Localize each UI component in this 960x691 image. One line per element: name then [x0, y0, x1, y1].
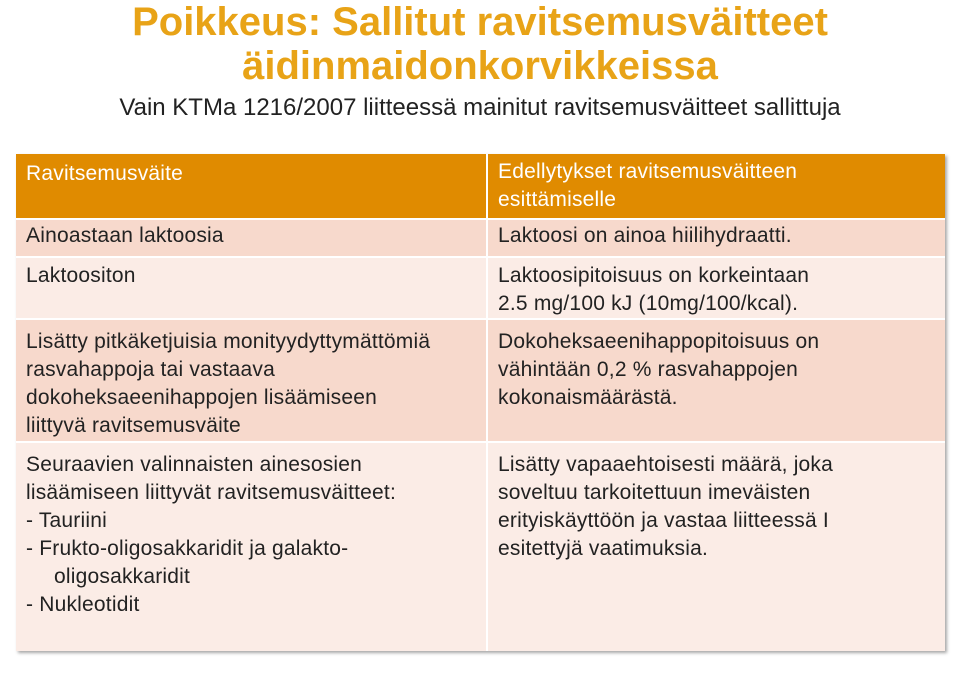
cell-text: dokoheksaeenihappojen lisäämiseen — [26, 386, 378, 409]
page-subtitle: Vain KTMa 1216/2007 liitteessä mainitut ravitsemusväitteet sallittuja — [119, 94, 841, 121]
cell-text: liittyvä ravitsemusväite — [26, 414, 241, 437]
table-row — [16, 442, 945, 651]
cell-text: esitettyjä vaatimuksia. — [498, 537, 709, 560]
header-claim — [16, 154, 487, 219]
title-block — [0, 0, 960, 122]
cell-claim — [16, 219, 487, 257]
list-item-tauriini: - Tauriini — [26, 509, 107, 532]
table-row — [16, 219, 945, 257]
cell-text: soveltuu tarkoitettuun imeväisten — [498, 481, 811, 504]
cell-condition — [487, 319, 945, 442]
table-row — [16, 257, 945, 319]
list-item-nukleotidit: - Nukleotidit — [26, 593, 140, 616]
header-conditions — [487, 154, 945, 219]
cell-text: Dokoheksaeenihappopitoisuus on — [498, 330, 820, 353]
claims-table — [16, 154, 945, 651]
page-title-line-2: äidinmaidonkorvikkeissa — [242, 44, 718, 88]
list-item-frukto-cont: oligosakkaridit — [54, 565, 191, 588]
header-conditions-line-2: esittämiselle — [498, 188, 617, 211]
cell-condition — [487, 442, 945, 651]
cell-text: Ainoastaan laktoosia — [26, 224, 224, 247]
cell-text: Laktoosi on ainoa hiilihydraatti. — [498, 224, 792, 247]
cell-text: Laktoositon — [26, 264, 136, 287]
cell-text: lisäämiseen liittyvät ravitsemusväitteet: — [26, 481, 396, 504]
header-conditions-line-1: Edellytykset ravitsemusväitteen — [498, 160, 798, 183]
cell-claim — [16, 319, 487, 442]
cell-text: erityiskäyttöön ja vastaa liitteessä I — [498, 509, 829, 532]
cell-text: kokonaismäärästä. — [498, 386, 678, 409]
cell-text: Lisätty pitkäketjuisia monityydyttymättömiä — [26, 330, 431, 353]
list-item-frukto: - Frukto-oligosakkaridit ja galakto- — [26, 537, 349, 560]
cell-text: rasvahappoja tai vastaava — [26, 358, 275, 381]
table-row — [16, 319, 945, 442]
cell-text: vähintään 0,2 % rasvahappojen — [498, 358, 799, 381]
cell-text: Lisätty vapaaehtoisesti määrä, joka — [498, 453, 834, 476]
cell-claim — [16, 442, 487, 651]
header-claim-label: Ravitsemusväite — [26, 162, 184, 185]
cell-condition — [487, 219, 945, 257]
cell-text: Laktoosipitoisuus on korkeintaan — [498, 264, 810, 287]
table-header-row — [16, 154, 945, 219]
cell-text: 2.5 mg/100 kJ (10mg/100/kcal). — [498, 292, 799, 315]
cell-text: Seuraavien valinnaisten ainesosien — [26, 453, 363, 476]
page-title-line-1: Poikkeus: Sallitut ravitsemusväitteet — [132, 0, 828, 44]
cell-condition — [487, 257, 945, 319]
cell-claim — [16, 257, 487, 319]
